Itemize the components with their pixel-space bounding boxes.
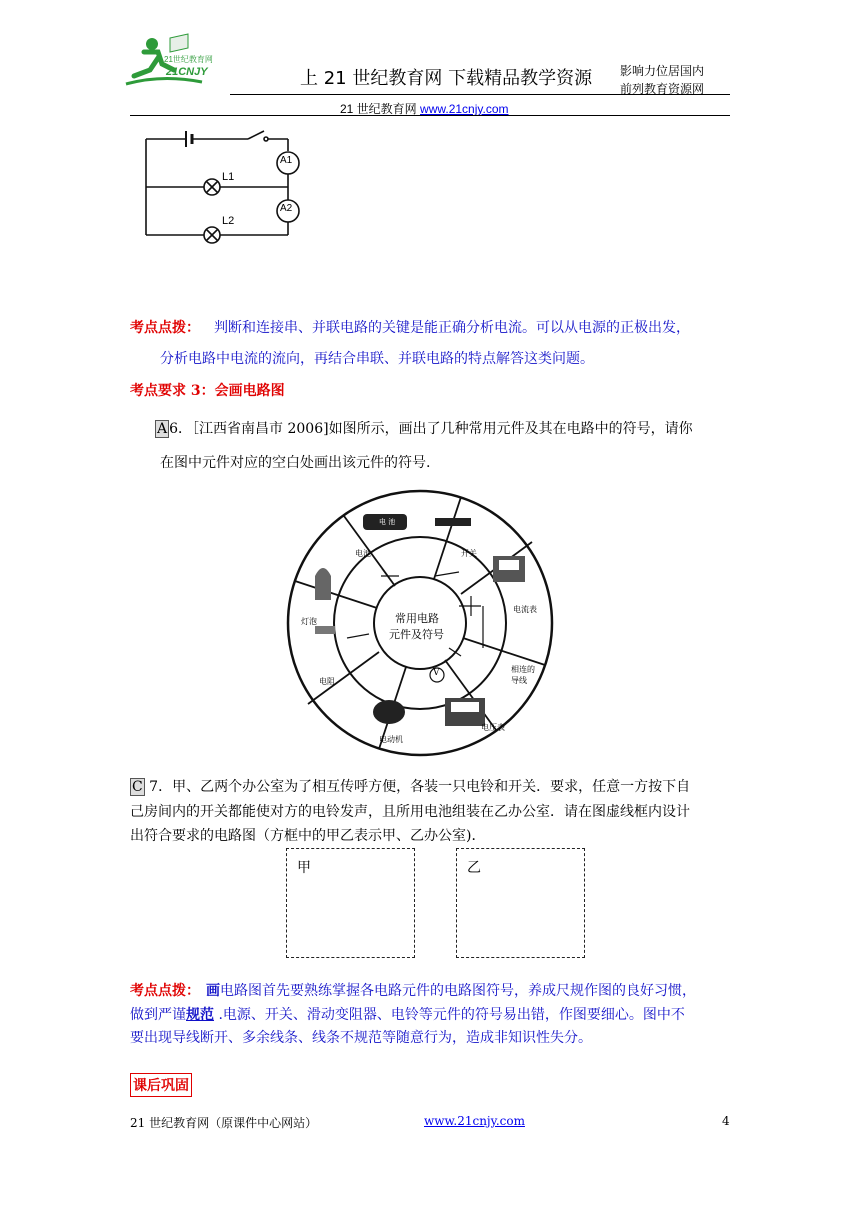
tip-2-first-char: 画 <box>206 983 220 999</box>
footer-site-name: 21 世纪教育网（原课件中心网站） <box>130 1116 318 1130</box>
question-6-line-1 <box>155 418 693 440</box>
wheel-label-switch: 开关 <box>461 549 477 558</box>
wheel-center-line-1: 常用电路 <box>395 612 439 625</box>
header-sub-prefix: 21 世纪教育网 <box>340 102 421 116</box>
question-7-line-3: 出符合要求的电路图（方框中的甲乙表示甲、乙办公室)． <box>130 828 486 844</box>
page-number: 4 <box>722 1114 730 1128</box>
after-class-heading: 课后巩固 <box>130 1073 192 1097</box>
header-slogan-2: 前列教育资源网 <box>620 82 705 96</box>
wheel-label-ammeter: 电流表 <box>513 605 537 614</box>
tip-2-text-2b: 规范 <box>186 1007 214 1023</box>
wheel-label-voltmeter: 电压表 <box>481 723 505 732</box>
wheel-center-line-2: 元件及符号 <box>389 628 444 641</box>
tip-1-label: 考点点拨： <box>130 320 200 336</box>
question-6-text-1: 6．［江西省南昌市 2006]如图所示，画出了几种常用元件及其在电路中的符号，请你 <box>169 421 693 437</box>
tip-1-line-1 <box>130 317 690 339</box>
office-jia-box[interactable] <box>286 848 415 958</box>
office-yi-box[interactable] <box>456 848 585 958</box>
tip-2-label: 考点点拨： <box>130 983 200 999</box>
wheel-label-motor: 电动机 <box>379 735 403 744</box>
footer-url-wrap <box>424 1114 525 1128</box>
lamp-l1-label: L1 <box>222 171 235 183</box>
tip-2-text-2c: .电源、开关、滑动变阻器、电铃等元件的符号易出错，作图要细心。图中不 <box>214 1007 685 1023</box>
tip-2-line-3: 要出现导线断开、多余线条、线条不规范等随意行为，造成非知识性失分。 <box>130 1030 592 1046</box>
question-7-text-1: 7．甲、乙两个办公室为了相互传呼方便，各装一只电铃和开关．要求，任意一方按下自 <box>144 779 691 795</box>
wheel-label-connected-wires: 相连的导线 <box>511 665 535 685</box>
tip-2-line-1 <box>130 980 696 1002</box>
question-6-marker: A <box>157 421 168 437</box>
header-rule-2 <box>130 115 730 116</box>
lamp-l2-label: L2 <box>222 215 235 227</box>
wheel-label-battery: 电池 <box>355 549 371 558</box>
footer-site-link[interactable]: www.21cnjy.com <box>424 1114 525 1128</box>
tip-2-text-1: 电路图首先要熟练掌握各电路元件的电路图符号，养成尺规作图的良好习惯， <box>220 983 696 999</box>
requirement-3-heading: 考点要求 3：会画电路图 <box>130 383 285 399</box>
header-rule <box>230 94 730 95</box>
header-title: 上 21 世纪教育网 下载精品教学资源 <box>300 68 593 89</box>
tip-2-line-2 <box>130 1004 685 1026</box>
ammeter-a2-label: A2 <box>280 203 293 214</box>
logo-text: 21世纪教育网 <box>164 55 213 64</box>
question-6-line-2: 在图中元件对应的空白处画出该元件的符号. <box>160 455 431 471</box>
wheel-label-resistor: 电阻 <box>319 677 335 686</box>
logo-brand: 21CNJY <box>166 66 208 78</box>
wheel-label-bulb: 灯泡 <box>301 617 317 626</box>
voltmeter-symbol: V <box>433 668 440 678</box>
question-7-line-2: 己房间内的开关都能使对方的电铃发声，且所用电池组装在乙办公室．请在图虚线框内设计 <box>130 804 690 820</box>
component-symbol-wheel <box>285 488 555 758</box>
question-7-marker: C <box>132 779 143 795</box>
header-site-link[interactable]: www.21cnjy.com <box>420 102 509 116</box>
site-logo <box>122 30 232 92</box>
tip-2-text-2a: 做到严谨 <box>130 1007 186 1023</box>
tip-1-text-1: 判断和连接串、并联电路的关键是能正确分析电流。可以从电源的正极出发， <box>214 320 690 336</box>
office-yi-label: 乙 <box>467 860 481 876</box>
battery-pictogram-text: 电 池 <box>379 518 396 526</box>
question-7-line-1 <box>130 776 690 798</box>
ammeter-a1-label: A1 <box>280 155 293 166</box>
office-jia-label: 甲 <box>297 860 311 876</box>
parallel-circuit-diagram <box>140 125 310 245</box>
header-slogan-1: 影响力位居国内 <box>620 64 705 78</box>
tip-1-line-2: 分析电路中电流的流向，再结合串联、并联电路的特点解答这类问题。 <box>160 351 594 367</box>
